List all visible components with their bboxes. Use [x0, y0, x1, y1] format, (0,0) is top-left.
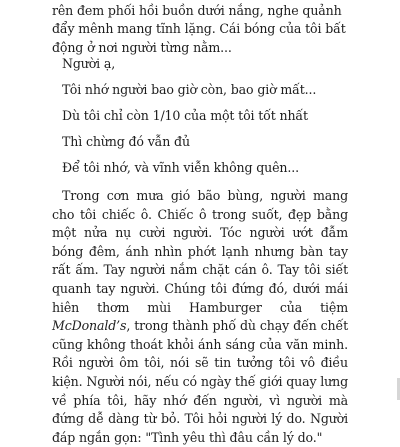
verse-line-5: Để tôi nhớ, và vĩnh viễn không quên...	[62, 160, 299, 175]
verse-line-1: Người ạ,	[62, 56, 116, 71]
verse-line-4: Thì chừng đó vẫn đủ	[62, 134, 190, 149]
verse-line-3: Dù tôi chỉ còn 1/10 của một tôi tốt nhất	[62, 108, 308, 123]
story-paragraph	[52, 187, 348, 447]
brand-name-italic: McDonald’s	[52, 318, 127, 334]
previous-paragraph-fragment: rên đem phối hồi buồn dưới nắng, nghe quảnh đẩy mênh mang tĩnh lặng. Cái bóng của tôi bất động ở nơi người từng nằm...	[52, 2, 346, 55]
paragraph-text-end: , trong thành phố dù chạy đến chết cũng không thoát khỏi ánh sáng của văn minh. Rồi người ôm tôi, nói sẽ tin tưởng tôi vô điều kiện. Người nói, nếu có ngày thế giới quay lưng về phía tôi, hãy nhớ đến người, vì người mà đứng dễ dàng từ bỏ. Tôi hỏi người lý do. Người đáp ngắn gọn: "Tình yêu thì đâu cần lý do."	[52, 318, 348, 445]
paragraph-text-start: Trong cơn mưa gió bão bùng, người mang cho tôi chiếc ô. Chiếc ô trong suốt, đẹp bằng một nửa nụ cười người. Tóc người ướt đẫm bóng đêm, ánh nhìn phớt lạnh nhưng bàn tay rất ấm. Tay người nắm chặt cán ô. Tay tôi siết quanh tay người. Chúng tôi đứng đó, dưới mái hiên thơm mùi Hamburger của tiệm	[52, 188, 348, 315]
verse-line-2: Tôi nhớ người bao giờ còn, bao giờ mất...	[62, 82, 317, 97]
